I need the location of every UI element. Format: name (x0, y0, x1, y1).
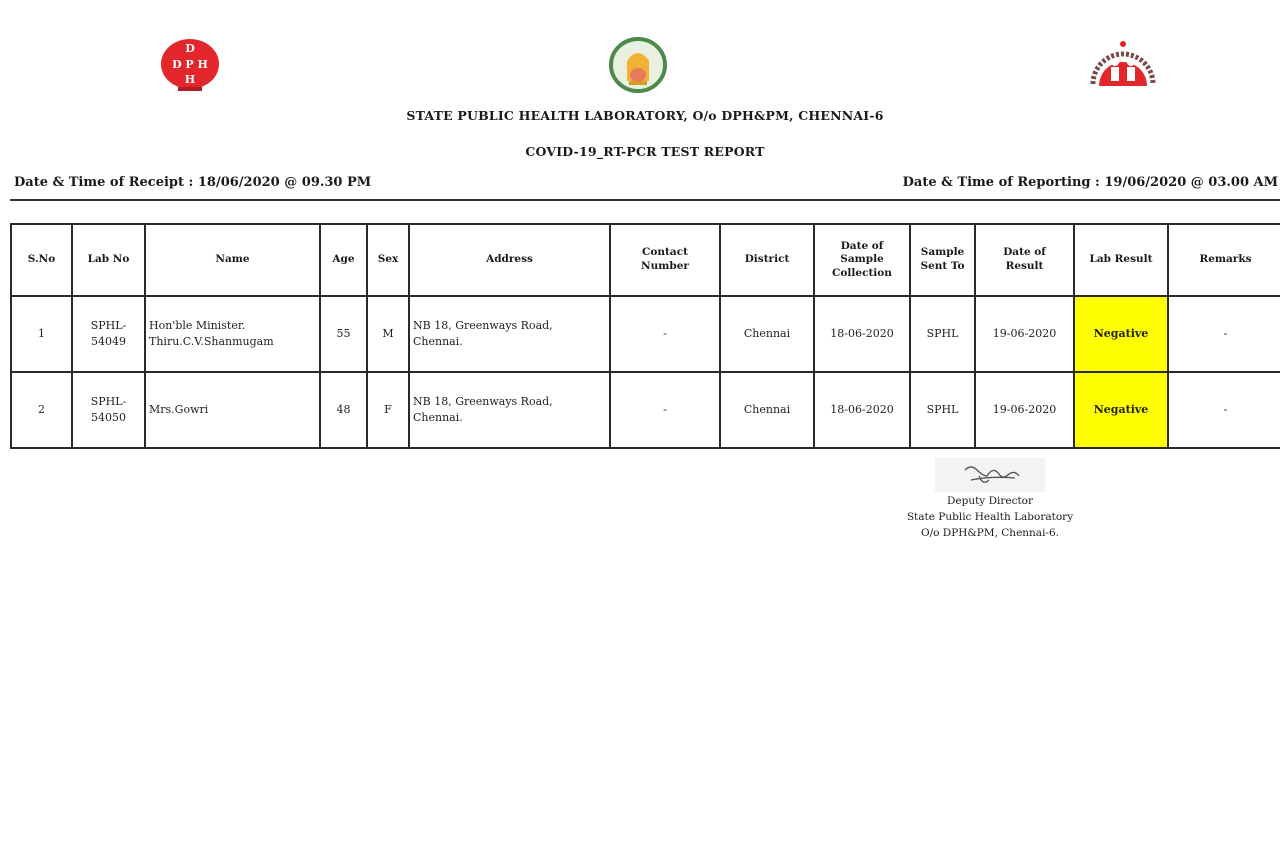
dph-logo (160, 37, 220, 93)
col-header-contact: Contact Number (610, 224, 720, 296)
cell-contact: - (610, 296, 720, 372)
signature-block (870, 458, 1110, 541)
col-header-sex: Sex (367, 224, 409, 296)
cell-sno: 1 (11, 296, 72, 372)
signature-image (935, 458, 1045, 492)
col-header-lab-result: Lab Result (1074, 224, 1168, 296)
report-title: COVID-19_RT-PCR TEST REPORT (525, 144, 765, 159)
signatory-address: O/o DPH&PM, Chennai-6. (920, 526, 1059, 539)
table-row (11, 296, 1280, 372)
cell-sent-to: SPHL (910, 296, 975, 372)
table-header-row (11, 224, 1280, 296)
cell-result-date: 19-06-2020 (975, 296, 1074, 372)
cell-district: Chennai (720, 296, 814, 372)
cell-remarks: - (1168, 372, 1280, 448)
header-divider (10, 199, 1280, 201)
cell-sno: 2 (11, 372, 72, 448)
cell-address: NB 18, Greenways Road, Chennai. (409, 296, 610, 372)
cell-name: Mrs.Gowri (145, 372, 320, 448)
cell-lab-no: SPHL-54049 (72, 296, 145, 372)
cell-sex: M (367, 296, 409, 372)
test-report-table (10, 223, 1280, 449)
signatory-title: Deputy Director (946, 495, 1034, 507)
col-header-name: Name (145, 224, 320, 296)
col-header-collection-date: Date of Sample Collection (814, 224, 910, 296)
cell-remarks: - (1168, 296, 1280, 372)
col-header-sent-to: Sample Sent To (910, 224, 975, 296)
reporting-datetime: Date & Time of Reporting : 19/06/2020 @ 03.00 AM (902, 175, 1278, 190)
cell-sex: F (367, 372, 409, 448)
col-header-age: Age (320, 224, 367, 296)
tamil-nadu-emblem-logo (609, 37, 667, 93)
col-header-sno: S.No (11, 224, 72, 296)
cell-name: Hon'ble Minister. Thiru.C.V.Shanmugam (145, 296, 320, 372)
cell-result-date: 19-06-2020 (975, 372, 1074, 448)
col-header-remarks: Remarks (1168, 224, 1280, 296)
national-health-mission-logo (1085, 32, 1161, 92)
cell-age: 48 (320, 372, 367, 448)
receipt-datetime: Date & Time of Receipt : 18/06/2020 @ 09.30 PM (14, 175, 372, 190)
svg-text:D P H: D P H (172, 58, 208, 71)
col-header-lab-no: Lab No (72, 224, 145, 296)
col-header-address: Address (409, 224, 610, 296)
cell-lab-no: SPHL-54050 (72, 372, 145, 448)
cell-sent-to: SPHL (910, 372, 975, 448)
cell-collection-date: 18-06-2020 (814, 372, 910, 448)
svg-text:D: D (185, 42, 195, 55)
cell-age: 55 (320, 296, 367, 372)
cell-lab-result: Negative (1074, 372, 1168, 448)
cell-district: Chennai (720, 372, 814, 448)
signatory-org: State Public Health Laboratory (906, 510, 1074, 523)
table-row (11, 372, 1280, 448)
cell-address: NB 18, Greenways Road, Chennai. (409, 372, 610, 448)
cell-lab-result: Negative (1074, 296, 1168, 372)
svg-text:H: H (184, 73, 196, 86)
lab-title: STATE PUBLIC HEALTH LABORATORY, O/o DPH&PM, CHENNAI-6 (406, 108, 884, 123)
col-header-result-date: Date of Result (975, 224, 1074, 296)
cell-collection-date: 18-06-2020 (814, 296, 910, 372)
col-header-district: District (720, 224, 814, 296)
cell-contact: - (610, 372, 720, 448)
